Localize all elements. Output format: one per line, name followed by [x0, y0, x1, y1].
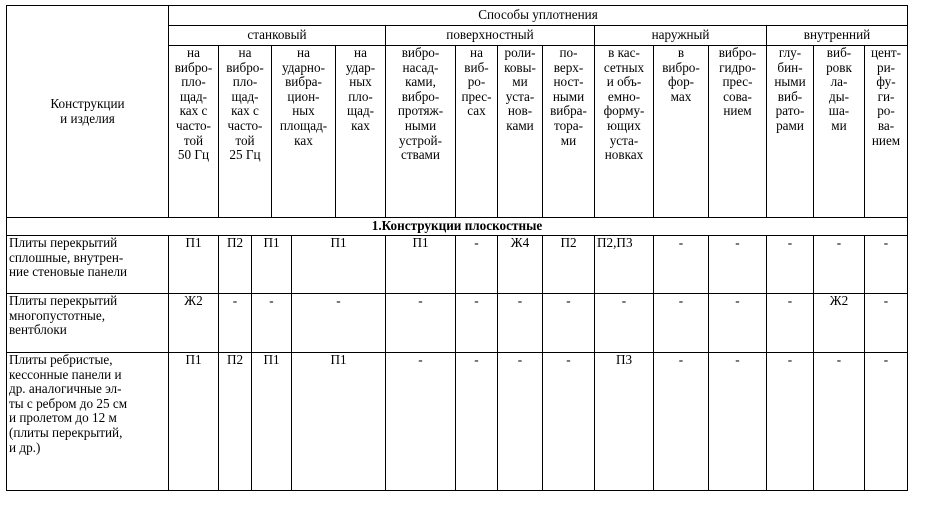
- table-cell: П1: [292, 353, 386, 491]
- method-header: по- верх- ност- ными вибра- тора- ми: [543, 46, 595, 218]
- table-cell: -: [709, 353, 767, 491]
- method-header: виб- ровк ла- ды- ша- ми: [814, 46, 865, 218]
- table-cell: П1: [252, 236, 292, 294]
- table-row: [7, 294, 908, 353]
- table-cell: -: [498, 353, 543, 491]
- method-header: на виб- ро- прес- сах: [456, 46, 498, 218]
- table-cell: -: [654, 236, 709, 294]
- table-cell: -: [498, 294, 543, 353]
- table-cell: -: [865, 353, 908, 491]
- method-header: в вибро- фор- мах: [654, 46, 709, 218]
- table-cell: П2: [219, 236, 252, 294]
- table-row: [7, 353, 908, 491]
- method-header: на вибро- пло- щад- ках с часто- той 25 Гц: [219, 46, 272, 218]
- method-header: цент- ри- фу- ги- ро- ва- нием: [865, 46, 908, 218]
- row-label: Плиты перекрытий сплошные, внутрен- ние стеновые панели: [7, 236, 169, 294]
- table-cell: -: [709, 294, 767, 353]
- table-cell: -: [386, 353, 456, 491]
- method-header: роли- ковы- ми уста- нов- ками: [498, 46, 543, 218]
- table-cell: -: [814, 236, 865, 294]
- table-cell: -: [252, 294, 292, 353]
- table-cell: П3: [595, 353, 654, 491]
- table-cell: -: [709, 236, 767, 294]
- group-surface: поверхностный: [386, 26, 595, 46]
- table-cell: -: [654, 353, 709, 491]
- method-header: в кас- сетных и объ- емно- форму- ющих уста- новках: [595, 46, 654, 218]
- table-cell: П2: [543, 236, 595, 294]
- table-cell: П2: [219, 353, 252, 491]
- table-cell: П1: [292, 236, 386, 294]
- constructions-header: Конструкции и изделия: [7, 6, 169, 218]
- table-cell: П1: [169, 236, 219, 294]
- table-cell: -: [219, 294, 252, 353]
- methods-title: Способы уплотнения: [169, 6, 908, 26]
- table-cell: -: [595, 294, 654, 353]
- group-internal: внутренний: [767, 26, 908, 46]
- row-label: Плиты ребристые, кессонные панели и др. аналогичные эл- ты с ребром до 25 см и пролетом до 12 м (плиты перекрытий, и др.): [7, 353, 169, 491]
- table-cell: П1: [386, 236, 456, 294]
- table-cell: П1: [252, 353, 292, 491]
- table-cell: -: [767, 236, 814, 294]
- method-header: глу- бин- ными виб- рато- рами: [767, 46, 814, 218]
- method-header: вибро- гидро- прес- сова- нием: [709, 46, 767, 218]
- group-stationary: станковый: [169, 26, 386, 46]
- section-title: 1.Конструкции плоскостные: [7, 218, 908, 236]
- method-header: вибро- насад- ками, вибро- протяж- ными устрой- ствами: [386, 46, 456, 218]
- table-cell: Ж2: [814, 294, 865, 353]
- table-cell: Ж4: [498, 236, 543, 294]
- table-cell: -: [292, 294, 386, 353]
- table-cell: -: [543, 353, 595, 491]
- table-cell: -: [767, 353, 814, 491]
- table-row: [7, 236, 908, 294]
- table-cell: -: [386, 294, 456, 353]
- compaction-methods-table: [6, 5, 908, 491]
- method-header: на вибро- пло- щад- ках с часто- той 50 Гц: [169, 46, 219, 218]
- table-cell: П1: [169, 353, 219, 491]
- table-cell: -: [814, 353, 865, 491]
- table-cell: -: [456, 353, 498, 491]
- table-cell: -: [654, 294, 709, 353]
- table-cell: П2,П3: [595, 236, 654, 294]
- method-header: на ударно- вибра- цион- ных площад- ках: [272, 46, 336, 218]
- table-cell: -: [456, 236, 498, 294]
- method-header: на удар- ных пло- щад- ках: [336, 46, 386, 218]
- table-cell: -: [456, 294, 498, 353]
- table-cell: -: [865, 294, 908, 353]
- table-cell: Ж2: [169, 294, 219, 353]
- row-label: Плиты перекрытий многопустотные, вентблоки: [7, 294, 169, 353]
- table-cell: -: [767, 294, 814, 353]
- table-cell: -: [543, 294, 595, 353]
- group-external: наружный: [595, 26, 767, 46]
- table-cell: -: [865, 236, 908, 294]
